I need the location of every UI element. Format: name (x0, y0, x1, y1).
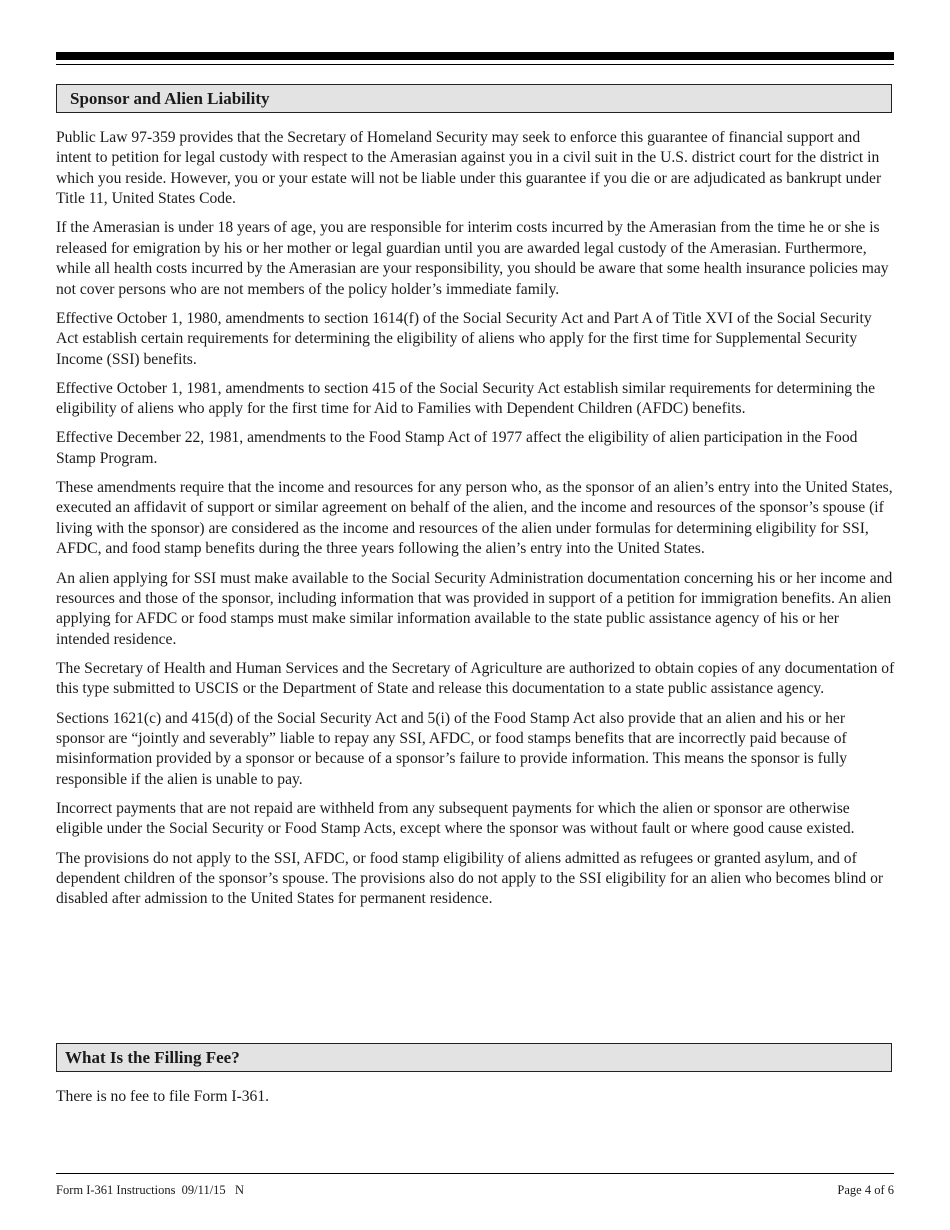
paragraph: Effective October 1, 1980, amendments to section 1614(f) of the Social Security Act and Part A of Title XVI of the Social Security Act establish certain requirements for determining the eligibility of aliens who apply for the first time for Supplemental Security Income (SSI) benefits. (56, 309, 872, 368)
paragraph: These amendments require that the income and resources for any person who, as the sponsor of an alien’s entry into the United States, executed an affidavit of support or similar agreement on behalf of the alien, and the income and resources of the sponsor’s spouse (if living with the sponsor) are considered as the income and resources of the alien under formulas for determining eligibility for SSI, AFDC, and food stamp benefits during the three years following the alien’s entry into the United States. (56, 479, 893, 558)
section-header-sponsor-liability (56, 84, 892, 113)
section-title: What Is the Filling Fee? (65, 1048, 240, 1067)
liability-content (56, 128, 896, 919)
footer-page-number: Page 4 of 6 (837, 1183, 894, 1197)
paragraph: Incorrect payments that are not repaid are withheld from any subsequent payments for which the alien or sponsor are otherwise eligible under the Social Security or Food Stamp Acts, except where the sponsor was without fault or where good cause existed. (56, 799, 855, 838)
footer-form-info: Form I-361 Instructions 09/11/15 N (56, 1183, 245, 1197)
paragraph: The Secretary of Health and Human Services and the Secretary of Agriculture are authorized to obtain copies of any documentation of this type submitted to USCIS or the Department of State and release this documentation to a state public assistance agency. (56, 659, 895, 698)
paragraph: Effective October 1, 1981, amendments to section 415 of the Social Security Act establish similar requirements for determining the eligibility of aliens who apply for the first time for Aid to Families with Dependent Children (AFDC) benefits. (56, 379, 876, 418)
top-rule-thin (56, 64, 894, 65)
footer-rule (56, 1173, 894, 1174)
section-header-filing-fee (56, 1043, 892, 1072)
paragraph: Effective December 22, 1981, amendments to the Food Stamp Act of 1977 affect the eligibility of alien participation in the Food Stamp Program. (56, 429, 858, 467)
paragraph: If the Amerasian is under 18 years of age, you are responsible for interim costs incurred by the Amerasian from the time he or she is released for emigration by his or her mother or legal guardian until you are awarded legal custody of the Amerasian. Furthermore, while all health costs incurred by the Amerasian are your responsibility, you should be aware that some health insurance policies may not cover persons who are not members of the policy holder’s immediate family. (56, 219, 889, 298)
section-title: Sponsor and Alien Liability (70, 89, 270, 108)
paragraph: The provisions do not apply to the SSI, AFDC, or food stamp eligibility of aliens admitted as refugees or granted asylum, and of dependent children of the sponsor’s spouse. The provisions also do not apply to the SSI eligibility for an alien who becomes blind or disabled after admission to the United States for permanent residence. (56, 849, 884, 908)
paragraph: An alien applying for SSI must make available to the Social Security Administration documentation concerning his or her income and resources and those of the sponsor, including information that was provided in support of a petition for immigration benefits. An alien applying for AFDC or food stamps must make similar information available to the state public assistance agency of his or her intended residence. (56, 569, 893, 648)
paragraph: Sections 1621(c) and 415(d) of the Social Security Act and 5(i) of the Food Stamp Act also provide that an alien and his or her sponsor are “jointly and severably” liable to repay any SSI, AFDC, or food stamps benefits that are incorrectly paid because of misinformation provided by a sponsor or because of a sponsor’s failure to provide information. This means the sponsor is fully responsible if the alien is unable to pay. (56, 709, 848, 788)
paragraph: Public Law 97-359 provides that the Secretary of Homeland Security may seek to enforce this guarantee of financial support and intent to petition for legal custody with respect to the Amerasian against you in a civil suit in the U.S. district court for the district in which you reside. However, you or your estate will not be liable under this guarantee if you die or are adjudicated as bankrupt under Title 11, United States Code. (56, 129, 882, 208)
top-rule-thick (56, 52, 894, 60)
fee-paragraph: There is no fee to file Form I-361. (56, 1088, 270, 1105)
